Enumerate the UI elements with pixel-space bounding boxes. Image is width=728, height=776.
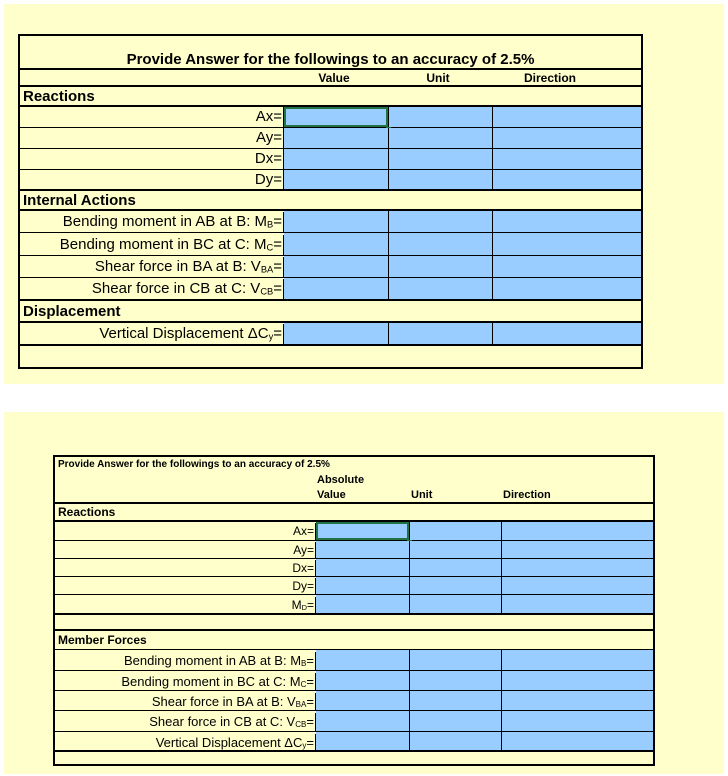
row-label-displacement xyxy=(55,734,316,750)
section-row-reactions xyxy=(20,87,641,107)
value-cell-ax[interactable] xyxy=(316,522,409,540)
section-row-reactions xyxy=(55,504,653,522)
table-row xyxy=(55,732,653,752)
row-label-vba xyxy=(55,693,316,710)
column-header-unit: Unit xyxy=(411,489,433,501)
row-label-ay: Ay= xyxy=(20,128,284,148)
row-label-md-sub: D xyxy=(301,603,307,613)
row-label-vcb-sub: CB xyxy=(260,286,274,297)
table-title: Provide Answer for the followings to an accuracy of 2.5% xyxy=(58,459,330,470)
section-row-internal-actions xyxy=(20,191,641,211)
direction-cell-mb[interactable] xyxy=(501,650,653,670)
table-row xyxy=(20,149,641,170)
column-header-value-line2: Value xyxy=(317,489,346,501)
row-label-mb-text: Bending moment in AB at B: M xyxy=(62,213,268,230)
value-cell-displacement[interactable] xyxy=(284,323,388,344)
row-label-mc-sub: C xyxy=(266,242,274,253)
column-header-direction: Direction xyxy=(503,489,551,501)
row-label-vcb xyxy=(55,713,316,731)
row-label-md-text: M xyxy=(291,598,302,612)
row-label-dx: Dx= xyxy=(55,560,316,576)
value-cell-ay[interactable] xyxy=(284,128,388,148)
section-label-internal-actions: Internal Actions xyxy=(23,192,136,209)
unit-cell-vcb[interactable] xyxy=(409,711,501,731)
unit-cell-md[interactable] xyxy=(409,595,501,613)
answer-table-1 xyxy=(18,34,643,369)
table-row xyxy=(20,211,641,233)
table-row xyxy=(55,541,653,559)
direction-cell-dx[interactable] xyxy=(501,559,653,576)
value-cell-dy[interactable] xyxy=(284,170,388,189)
value-cell-vcb[interactable] xyxy=(316,711,409,731)
unit-cell-dy[interactable] xyxy=(388,170,492,189)
row-label-md-eq: = xyxy=(306,598,314,612)
unit-cell-dx[interactable] xyxy=(388,149,492,169)
direction-cell-ax[interactable] xyxy=(501,522,653,540)
table-row xyxy=(20,107,641,128)
value-cell-vcb[interactable] xyxy=(284,278,388,299)
direction-cell-ax[interactable] xyxy=(492,107,641,127)
direction-cell-mc[interactable] xyxy=(492,233,641,255)
unit-cell-mc[interactable] xyxy=(409,671,501,690)
table-row xyxy=(55,711,653,732)
table-row xyxy=(20,170,641,191)
row-label-vba-sub: BA xyxy=(260,264,274,275)
value-cell-dx[interactable] xyxy=(316,559,409,576)
unit-cell-displacement[interactable] xyxy=(388,323,492,344)
row-label-vba-eq: = xyxy=(306,694,314,709)
table-title: Provide Answer for the followings to an accuracy of 2.5% xyxy=(126,51,535,68)
row-label-mb xyxy=(55,652,316,670)
row-label-displacement-sub: y xyxy=(268,331,274,342)
row-label-vba-text: Shear force in BA at B: V xyxy=(94,258,261,275)
value-cell-ax[interactable] xyxy=(284,107,388,127)
column-header-row xyxy=(20,70,641,87)
row-label-mb-text: Bending moment in AB at B: M xyxy=(123,653,302,668)
section-row-member-forces xyxy=(55,631,653,650)
direction-cell-displacement[interactable] xyxy=(501,732,653,750)
row-label-mc-eq: = xyxy=(273,236,282,253)
direction-cell-ay[interactable] xyxy=(501,541,653,558)
direction-cell-dy[interactable] xyxy=(501,577,653,594)
row-label-vcb-eq: = xyxy=(273,280,282,297)
column-header-row xyxy=(55,470,653,504)
row-label-vba xyxy=(20,257,284,277)
unit-cell-vcb[interactable] xyxy=(388,278,492,299)
unit-cell-displacement[interactable] xyxy=(409,732,501,750)
unit-cell-dx[interactable] xyxy=(409,559,501,576)
row-label-vba-sub: BA xyxy=(295,700,307,710)
row-label-mb-eq: = xyxy=(306,653,314,668)
title-row xyxy=(55,457,653,470)
table-row xyxy=(55,522,653,541)
row-label-displacement-text: Vertical Displacement ΔC xyxy=(99,325,269,342)
row-label-vcb-sub: CB xyxy=(295,720,307,730)
row-label-mc xyxy=(55,673,316,690)
table-row xyxy=(55,671,653,691)
table-row xyxy=(55,577,653,595)
direction-cell-vcb[interactable] xyxy=(492,278,641,299)
row-label-displacement xyxy=(20,324,284,344)
row-label-mb xyxy=(20,212,284,232)
unit-cell-ax[interactable] xyxy=(409,522,501,540)
row-label-vcb-text: Shear force in CB at C: V xyxy=(149,714,296,729)
direction-cell-ay[interactable] xyxy=(492,128,641,148)
row-label-mc-eq: = xyxy=(306,674,314,689)
section-label-reactions: Reactions xyxy=(58,505,116,519)
table-row xyxy=(20,256,641,278)
direction-cell-mc[interactable] xyxy=(501,671,653,690)
row-label-displacement-text: Vertical Displacement ΔC xyxy=(155,735,303,750)
table-row xyxy=(55,595,653,615)
column-header-direction: Direction xyxy=(523,71,576,85)
direction-cell-displacement[interactable] xyxy=(492,323,641,344)
unit-cell-vba[interactable] xyxy=(409,691,501,710)
direction-cell-dy[interactable] xyxy=(492,170,641,189)
table-row xyxy=(55,691,653,711)
direction-cell-dx[interactable] xyxy=(492,149,641,169)
value-cell-displacement[interactable] xyxy=(316,732,409,750)
direction-cell-mb[interactable] xyxy=(492,211,641,232)
value-cell-dy[interactable] xyxy=(316,577,409,594)
row-label-displacement-eq: = xyxy=(273,325,282,342)
direction-cell-md[interactable] xyxy=(501,595,653,613)
table-row xyxy=(20,323,641,346)
value-cell-mb[interactable] xyxy=(284,211,388,232)
row-label-vcb-text: Shear force in CB at C: V xyxy=(91,280,261,297)
row-label-vcb-eq: = xyxy=(306,714,314,729)
value-cell-vba[interactable] xyxy=(316,691,409,710)
unit-cell-mb[interactable] xyxy=(388,211,492,232)
value-cell-md[interactable] xyxy=(316,595,409,613)
direction-cell-vba[interactable] xyxy=(492,256,641,277)
row-label-mb-sub: B xyxy=(301,659,307,669)
column-header-value: Value xyxy=(318,71,350,85)
unit-cell-ax[interactable] xyxy=(388,107,492,127)
direction-cell-vcb[interactable] xyxy=(501,711,653,731)
row-label-mc-text: Bending moment in BC at C: M xyxy=(59,236,267,253)
table-row xyxy=(20,278,641,301)
row-label-mb-eq: = xyxy=(273,213,282,230)
value-cell-dx[interactable] xyxy=(284,149,388,169)
value-cell-ay[interactable] xyxy=(316,541,409,558)
row-label-vba-eq: = xyxy=(273,258,282,275)
unit-cell-ay[interactable] xyxy=(388,128,492,148)
table-row xyxy=(20,233,641,256)
unit-cell-mc[interactable] xyxy=(388,233,492,255)
row-label-ax: Ax= xyxy=(20,107,284,127)
row-label-dy: Dy= xyxy=(55,578,316,594)
section-label-displacement: Displacement xyxy=(23,303,121,320)
spacer-row xyxy=(55,615,653,631)
table-row xyxy=(55,650,653,671)
row-label-vcb xyxy=(20,279,284,299)
row-label-ay: Ay= xyxy=(55,542,316,558)
unit-cell-vba[interactable] xyxy=(388,256,492,277)
row-label-mc xyxy=(20,235,284,255)
section-row-displacement xyxy=(20,301,641,323)
answer-table-2 xyxy=(53,455,655,766)
row-label-md xyxy=(55,597,316,613)
table-row xyxy=(20,128,641,149)
row-label-ax: Ax= xyxy=(55,523,316,540)
section-label-reactions: Reactions xyxy=(23,88,95,105)
row-label-mc-text: Bending moment in BC at C: M xyxy=(121,674,301,689)
value-cell-mc[interactable] xyxy=(284,233,388,255)
title-row xyxy=(20,36,641,70)
row-label-mb-sub: B xyxy=(267,219,274,230)
value-cell-vba[interactable] xyxy=(284,256,388,277)
row-label-dy: Dy= xyxy=(20,170,284,189)
unit-cell-ay[interactable] xyxy=(409,541,501,558)
table-row xyxy=(55,559,653,577)
value-cell-mc[interactable] xyxy=(316,671,409,690)
row-label-displacement-sub: y xyxy=(302,741,307,751)
row-label-displacement-eq: = xyxy=(306,735,314,750)
row-label-vba-text: Shear force in BA at B: V xyxy=(151,694,296,709)
row-label-dx: Dx= xyxy=(20,149,284,169)
row-label-mc-sub: C xyxy=(300,680,307,690)
column-header-unit: Unit xyxy=(426,71,450,85)
direction-cell-vba[interactable] xyxy=(501,691,653,710)
unit-cell-mb[interactable] xyxy=(409,650,501,670)
unit-cell-dy[interactable] xyxy=(409,577,501,594)
value-cell-mb[interactable] xyxy=(316,650,409,670)
column-header-value-line1: Absolute xyxy=(317,474,365,486)
section-label-member-forces: Member Forces xyxy=(58,633,147,647)
